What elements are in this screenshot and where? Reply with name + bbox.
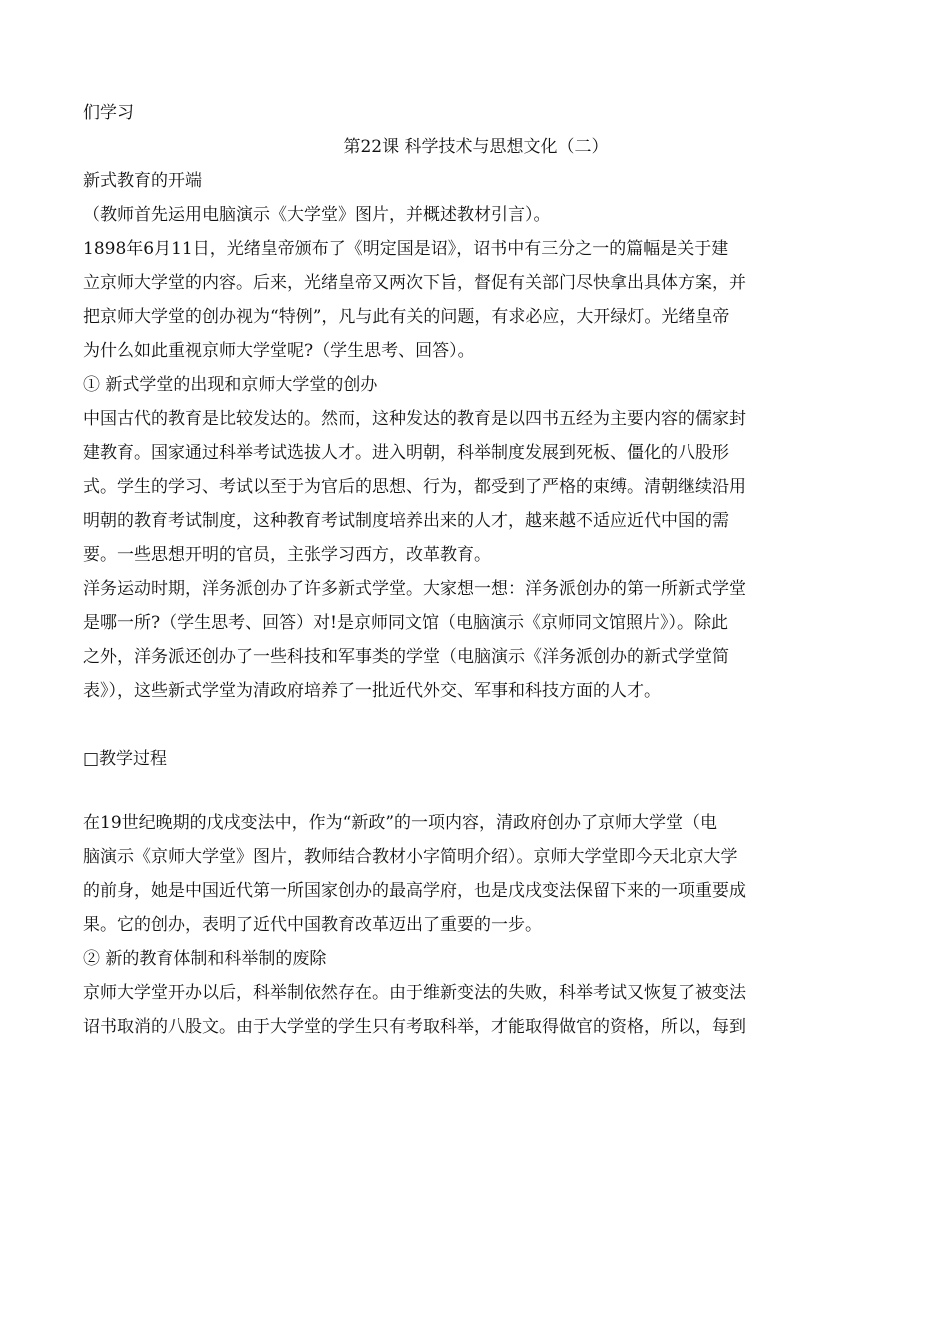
paragraph-4	[83, 806, 869, 942]
top-fragment: 们学习	[83, 103, 134, 123]
paragraph-line: 中国古代的教育是比较发达的。然而，这种发达的教育是以四书五经为主要内容的儒家封	[83, 409, 746, 429]
paragraph-3	[83, 572, 869, 708]
paragraph-line: 果。它的创办，表明了近代中国教育改革迈出了重要的一步。	[83, 915, 542, 935]
process-heading: □教学过程	[83, 749, 168, 769]
paragraph-line: 在19世纪晚期的戊戌变法中，作为“新政”的一项内容，清政府创办了京师大学堂（电	[83, 813, 718, 833]
paragraph-line: 的前身，她是中国近代第一所国家创办的最高学府，也是戊戌变法保留下来的一项重要成	[83, 881, 746, 901]
blank-line	[83, 708, 869, 742]
paragraph-5	[83, 976, 869, 1044]
paragraph-1	[83, 232, 869, 368]
lesson-title: 第22课 科学技术与思想文化（二）	[343, 137, 609, 157]
paragraph-line: 京师大学堂开办以后，科举制依然存在。由于维新变法的失败，科举考试又恢复了被变法	[83, 983, 746, 1003]
paragraph-line: 表》），这些新式学堂为清政府培养了一批近代外交、军事和科技方面的人才。	[83, 681, 661, 701]
section-heading: 新式教育的开端	[83, 171, 202, 191]
paragraph-2	[83, 402, 869, 572]
paragraph-line: 脑演示《京师大学堂》图片，教师结合教材小字简明介绍）。京师大学堂即今天北京大学	[83, 847, 738, 867]
subheading-1: ① 新式学堂的出现和京师大学堂的创办	[83, 375, 378, 395]
paragraph-line: 1898年6月11日，光绪皇帝颁布了《明定国是诏》，诏书中有三分之一的篇幅是关于建	[83, 239, 729, 259]
paragraph-line: 式。学生的学习、考试以至于为官后的思想、行为，都受到了严格的束缚。清朝继续沿用	[83, 477, 746, 497]
paragraph-line: 立京师大学堂的内容。后来，光绪皇帝又两次下旨，督促有关部门尽快拿出具体方案，并	[83, 273, 746, 293]
document-body	[83, 96, 869, 1044]
blank-line	[83, 776, 869, 806]
paragraph-line: 诏书取消的八股文。由于大学堂的学生只有考取科举，才能取得做官的资格，所以，每到	[83, 1017, 746, 1037]
paragraph-line: 为什么如此重视京师大学堂呢?（学生思考、回答）。	[83, 341, 475, 361]
subheading-2: ② 新的教育体制和科举制的废除	[83, 949, 327, 969]
intro-note: （教师首先运用电脑演示《大学堂》图片，并概述教材引言）。	[83, 205, 551, 225]
paragraph-line: 要。一些思想开明的官员，主张学习西方，改革教育。	[83, 545, 491, 565]
paragraph-line: 建教育。国家通过科举考试选拔人才。进入明朝，科举制度发展到死板、僵化的八股形	[83, 443, 729, 463]
paragraph-line: 是哪一所?（学生思考、回答）对!是京师同文馆（电脑演示《京师同文馆照片》）。除此	[83, 613, 728, 633]
paragraph-line: 洋务运动时期，洋务派创办了许多新式学堂。大家想一想：洋务派创办的第一所新式学堂	[83, 579, 746, 599]
paragraph-line: 之外，洋务派还创办了一些科技和军事类的学堂（电脑演示《洋务派创办的新式学堂简	[83, 647, 729, 667]
paragraph-line: 明朝的教育考试制度，这种教育考试制度培养出来的人才，越来越不适应近代中国的需	[83, 511, 729, 531]
paragraph-line: 把京师大学堂的创办视为“特例”，凡与此有关的问题，有求必应，大开绿灯。光绪皇帝	[83, 307, 730, 327]
